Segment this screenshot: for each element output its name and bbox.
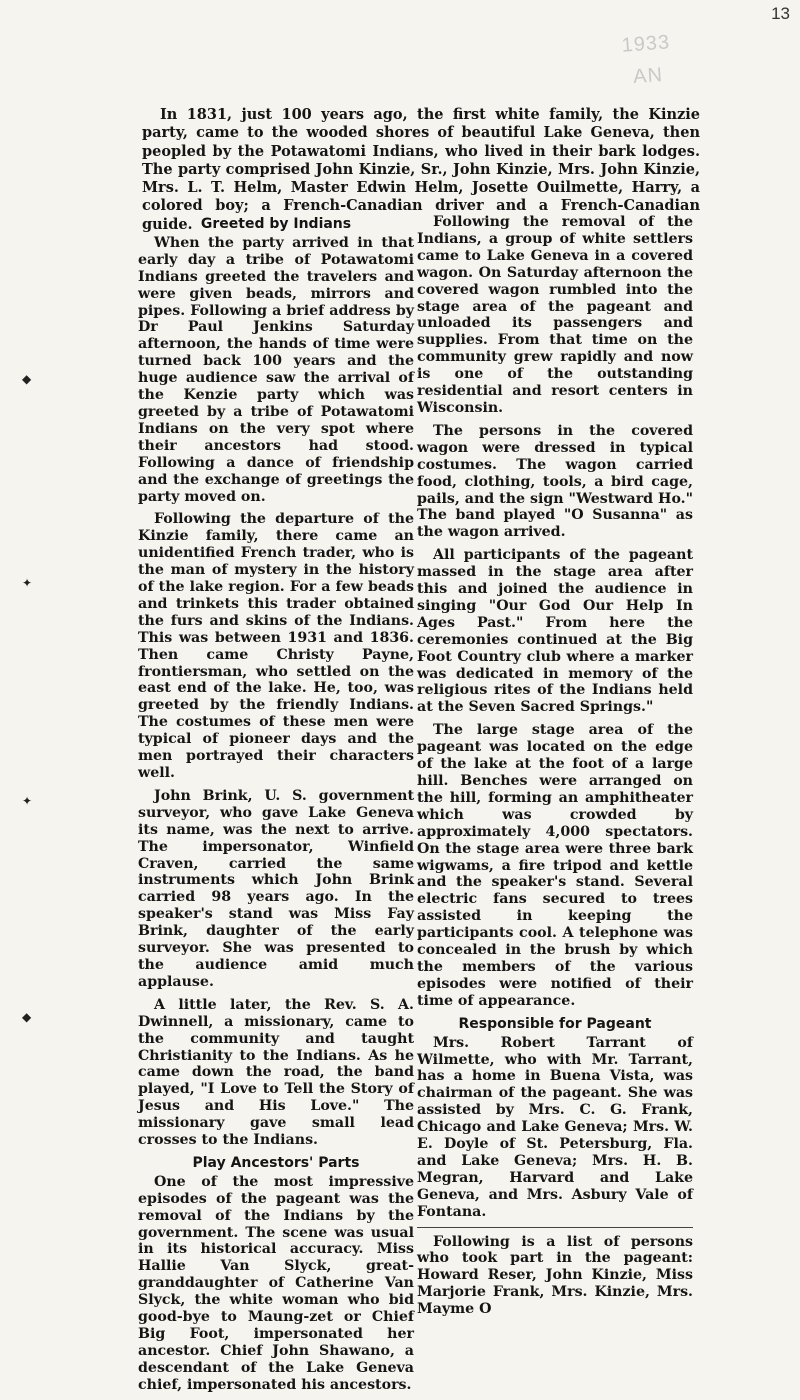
subheading-play-ancestors-parts: Play Ancestors' Parts	[192, 1154, 360, 1171]
margin-mark-icon: ✦	[22, 576, 33, 590]
left-paragraph-2: Following the departure of the Kinzie family, there came an unidentified French trader, who is the man of mystery in the history of the lake region. For a few beads and trinkets this trader obtained the furs and skins of the Indians. This was between 1931 and 1836. Then came Christy Payne, frontiersman, who settled on the east end of the lake. He, too, was greeted by the friendly Indians. The costumes of these men were typical of pioneer days and the men portrayed their characters well.	[138, 511, 414, 781]
subheading-greeted-by-indians: Greeted by Indians	[200, 216, 352, 232]
clipping-divider	[417, 1227, 693, 1228]
margin-mark-icon: ◆	[22, 372, 32, 386]
left-paragraph-5: One of the most impressive episodes of the pageant was the removal of the Indians by the government. The scene was usual in its historical accuracy. Miss Hallie Van Slyck, great-granddaughter of Catherine Van Slyck, the white woman who bid good-bye to Maung-zet or Chief Big Foot, impersonated her ancestor. Chief John Shawano, a descendant of the Lake Geneva chief, impersonated his ancestors.	[138, 1173, 414, 1393]
margin-mark-icon: ◆	[22, 1010, 32, 1024]
margin-mark-icon: ✦	[22, 794, 33, 808]
subheading-responsible-for-pageant: Responsible for Pageant	[458, 1015, 652, 1032]
right-paragraph-1: Following the removal of the Indians, a group of white settlers came to Lake Geneva in a covered wagon. On Saturday afternoon the covered wagon rumbled into the stage area of the pageant and unloaded its passengers and supplies. From that time on the community grew rapidly and now is one of the outstanding residential and resort centers in Wisconsin.	[417, 214, 693, 416]
right-paragraph-4: The large stage area of the pageant was located on the edge of the lake at the foot of a large hill. Benches were arranged on the hill, forming an amphitheater which was crowded by approximately 4,000 spectators. On the stage area were three bark wigwams, a fire tripod and kettle and the speaker's stand. Several electric fans secured to trees assisted in keeping the participants cool. A telephone was concealed in the brush by which the members of the various episodes were notified of their time of appearance.	[417, 722, 693, 1009]
stamp-line-1: 1933	[620, 31, 671, 57]
right-paragraph-2: The persons in the covered wagon were dressed in typical costumes. The wagon carried food, clothing, tools, a bird cage, pails, and the sign "Westward Ho." The band played "O Susanna" as the wagon arrived.	[417, 422, 693, 541]
right-column	[417, 214, 693, 1324]
intro-paragraph: In 1831, just 100 years ago, the first white family, the Kinzie party, came to the wooded shores of beautiful Lake Geneva, then peopled by the Potawatomi Indians, who lived in their bark lodges. The party comprised John Kinzie, Sr., John Kinzie, Mrs. John Kinzie, Mrs. L. T. Helm, Master Edwin Helm, Josette Ouilmette, Harry, a colored boy; a French-Canadian driver and a French-Canadian guide.	[142, 106, 700, 233]
faded-stamp	[602, 25, 692, 95]
right-paragraph-6: Following is a list of persons who took part in the pageant: Howard Reser, John Kinzie, Miss Marjorie Frank, Mrs. Kinzie, Mrs. Mayme O	[417, 1233, 693, 1318]
left-column	[138, 214, 414, 1400]
left-paragraph-1: When the party arrived in that early day a tribe of Potawatomi Indians greeted the travelers and were given beads, mirrors and pipes. Following a brief address by Dr Paul Jenkins Saturday afternoon, the hands of time were turned back 100 years and the huge audience saw the arrival of the Kenzie party which was greeted by a tribe of Potawatomi Indians on the very spot where their ancestors had stood. Following a dance of friendship and the exchange of greetings the party moved on.	[138, 234, 414, 505]
right-paragraph-3: All participants of the pageant massed in the stage area after this and joined the audience in singing "Our God Our Help In Ages Past." From here the ceremonies continued at the Big Foot Country club where a marker was dedicated in memory of the religious rites of the Indians held at the Seven Sacred Springs."	[417, 547, 693, 716]
right-paragraph-5: Mrs. Robert Tarrant of Wilmette, who with Mr. Tarrant, has a home in Buena Vista, was chairman of the pageant. She was assisted by Mrs. C. G. Frank, Chicago and Lake Geneva; Mrs. W. E. Doyle of St. Petersburg, Fla. and Lake Geneva; Mrs. H. B. Megran, Harvard and Lake Geneva, and Mrs. Asbury Vale of Fontana.	[417, 1034, 693, 1220]
page-number: 13	[771, 4, 790, 23]
left-paragraph-4: A little later, the Rev. S. A. Dwinnell, a missionary, came to the community and taught Christianity to the Indians. As he came down the road, the band played, "I Love to Tell the Story of Jesus and His Love." The missionary gave small lead crosses to the Indians.	[138, 996, 414, 1149]
left-paragraph-3: John Brink, U. S. government surveyor, who gave Lake Geneva its name, was the next to arrive. The impersonator, Winfield Craven, carried the same instruments which John Brink carried 98 years ago. In the speaker's stand was Miss Fay Brink, daughter of the early surveyor. She was presented to the audience amid much applause.	[138, 787, 414, 990]
stamp-line-2: AN	[632, 63, 664, 88]
